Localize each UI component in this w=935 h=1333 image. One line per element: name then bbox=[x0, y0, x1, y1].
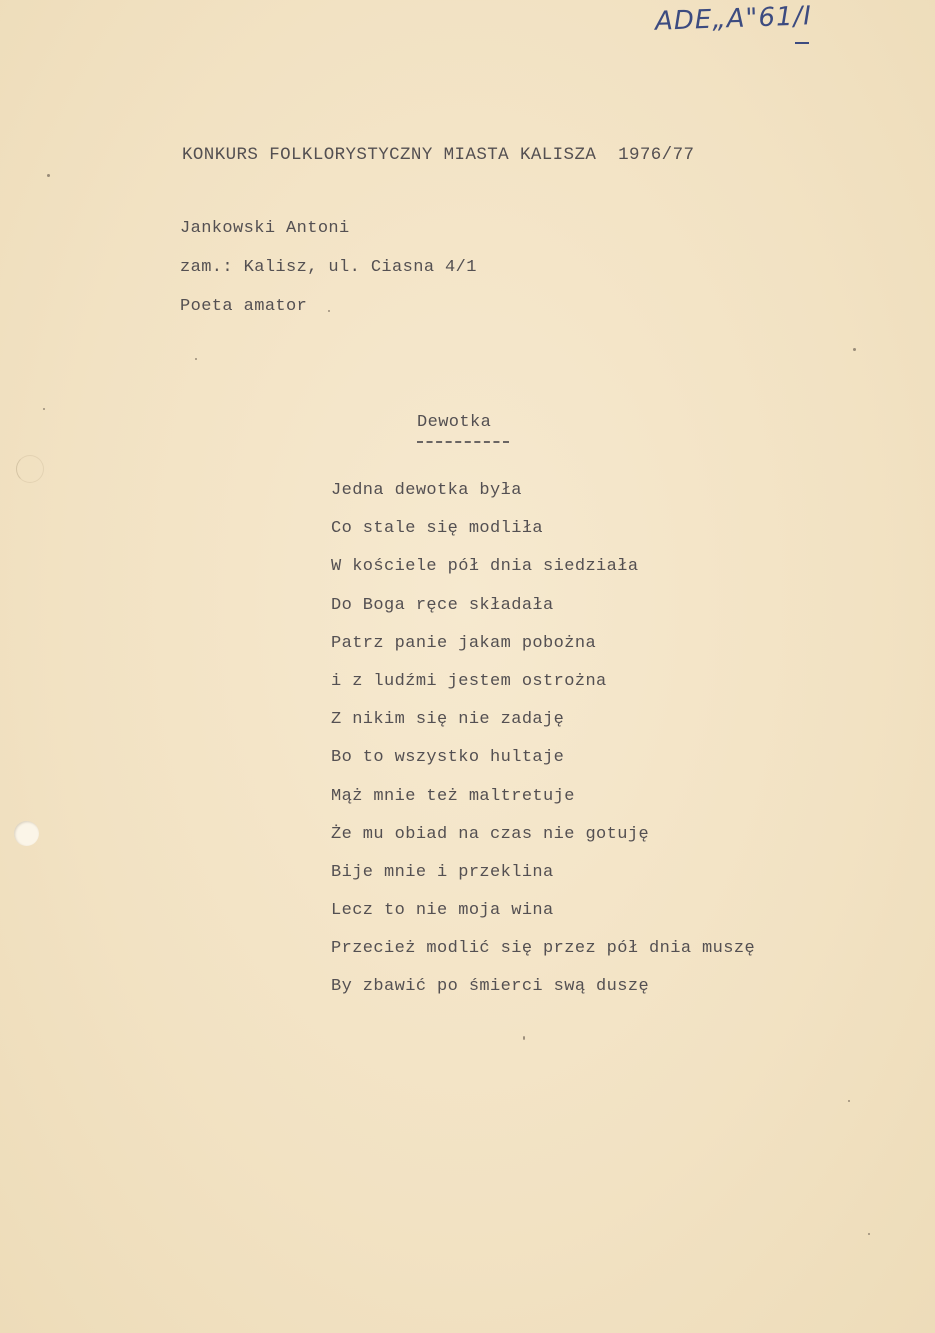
poem-line: i z ludźmi jestem ostrożna bbox=[331, 671, 607, 691]
poem-body bbox=[331, 481, 755, 1016]
author-name: Jankowski Antoni bbox=[180, 219, 350, 238]
header-title: KONKURS FOLKLORYSTYCZNY MIASTA KALISZA 1976/77 bbox=[182, 145, 695, 165]
poem-line: Bo to wszystko hultaje bbox=[331, 748, 565, 768]
archive-mark: ADE„A"61/I bbox=[654, 1, 813, 37]
punch-hole-faint bbox=[16, 455, 44, 483]
paper-speck bbox=[43, 408, 45, 410]
poem-line: Z nikim się nie zadaję bbox=[331, 710, 565, 730]
paper-speck bbox=[853, 348, 856, 351]
author-address: zam.: Kalisz, ul. Ciasna 4/1 bbox=[180, 258, 477, 277]
poem-line: Lecz to nie moja wina bbox=[331, 901, 554, 921]
poem-line: Do Boga ręce składała bbox=[331, 595, 554, 615]
archive-mark-underline bbox=[795, 42, 809, 44]
poem-title: Dewotka bbox=[417, 413, 492, 432]
paper-speck bbox=[868, 1233, 870, 1235]
punch-hole bbox=[14, 821, 39, 846]
poem-line: Patrz panie jakam pobożna bbox=[331, 633, 597, 653]
poem-line: Mąż mnie też maltretuje bbox=[331, 786, 575, 806]
poem-line: W kościele pół dnia siedziała bbox=[331, 557, 639, 577]
poem-line: Że mu obiad na czas nie gotuję bbox=[331, 824, 650, 844]
paper-speck bbox=[195, 358, 197, 360]
paper-speck bbox=[848, 1100, 850, 1102]
poem-line: By zbawić po śmierci swą duszę bbox=[331, 977, 650, 997]
poem-line: Jedna dewotka była bbox=[331, 481, 522, 500]
author-role: Poeta amator bbox=[180, 297, 308, 316]
poem-line: Co stale się modliła bbox=[331, 519, 544, 539]
poem-line: Bije mnie i przeklina bbox=[331, 862, 554, 882]
paper-speck bbox=[328, 310, 330, 312]
poem-line: Przecież modlić się przez pół dnia muszę bbox=[331, 939, 756, 959]
paper-speck bbox=[523, 1036, 525, 1040]
poem-title-underline bbox=[417, 441, 509, 443]
paper-speck bbox=[47, 174, 50, 177]
